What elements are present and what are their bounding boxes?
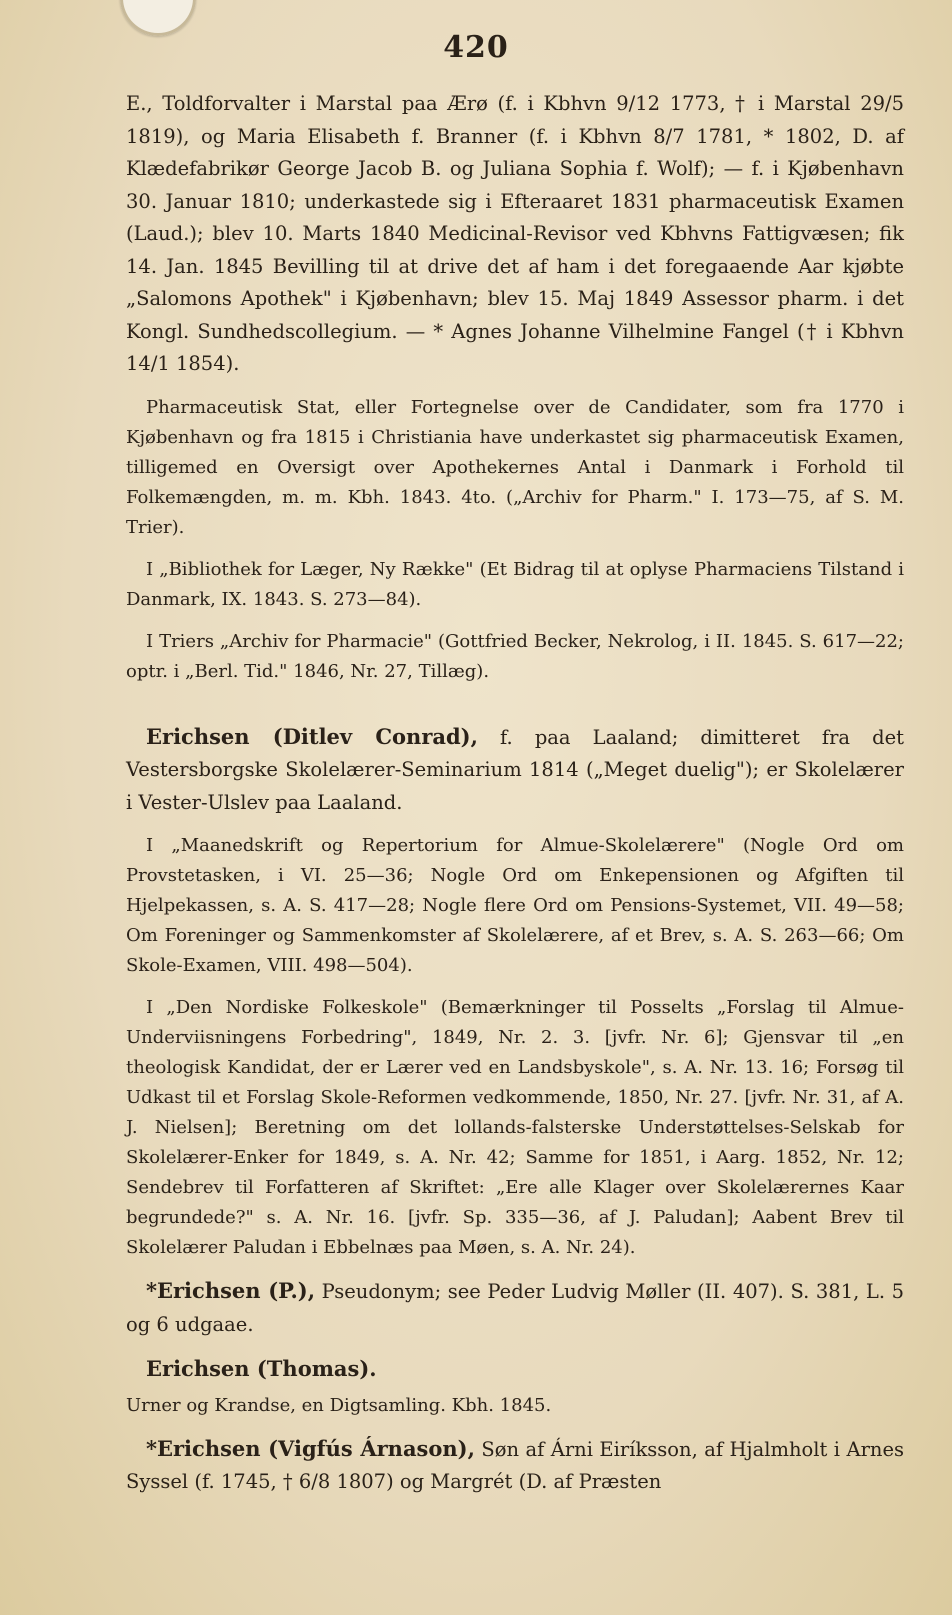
paragraph-text: I Triers „Archiv for Pharmacie" (Gottfried Becker, Nekrolog, i II. 1845. S. 617—22; optr. i „Berl. Tid." 1846, Nr. 27, Tillæg).	[126, 630, 904, 682]
paragraph-urner-og-krandse	[126, 1391, 904, 1421]
entry-erichsen-thomas	[126, 1353, 904, 1387]
entry-erichsen-vigfus	[126, 1433, 904, 1499]
paragraph-maanedskrift	[126, 831, 904, 981]
page-content	[126, 88, 904, 1511]
entry-heading: Erichsen (Thomas).	[146, 1356, 377, 1381]
paragraph-text: I „Maanedskrift og Repertorium for Almue-Skolelærere" (Nogle Ord om Provstetasken, i VI. 25—36; Nogle Ord om Enkepensionen og Afgiften til Hjelpekassen, s. A. S. 417—28; Nogle flere Ord om Pensions-Systemet, VII. 49—58; Om Foreninger og Sammenkomster af Skolelærere, af et Brev, s. A. S. 263—66; Om Skole-Examen, VIII. 498—504).	[126, 835, 904, 976]
paragraph-text: E., Toldforvalter i Marstal paa Ærø (f. i Kbhvn 9/12 1773, † i Marstal 29/5 1819), og Maria Elisabeth f. Branner (f. i Kbhvn 8/7 1781, * 1802, D. af Klædefabrikør George Jacob B. og Juliana Sophia f. Wolf); — f. i Kjøbenhavn 30. Januar 1810; underkastede sig i Efteraaret 1831 pharmaceutisk Examen (Laud.); blev 10. Marts 1840 Medicinal-Revisor ved Kbhvns Fattigvæsen; fik 14. Jan. 1845 Bevilling til at drive det af ham i det foregaaende Aar kjøbte „Salomons Apothek" i Kjøbenhavn; blev 15. Maj 1849 Assessor pharm. i det Kongl. Sundhedscollegium. — * Agnes Johanne Vilhelmine Fangel († i Kbhvn 14/1 1854).	[126, 92, 904, 375]
paragraph-bibliothek	[126, 555, 904, 615]
paragraph-text: I „Bibliothek for Læger, Ny Række" (Et Bidrag til at oplyse Pharmaciens Tilstand i Danmark, IX. 1843. S. 273—84).	[126, 558, 904, 610]
paragraph-text: I „Den Nordiske Folkeskole" (Bemærkninger til Posselts „Forslag til Almue-Underviisningens Forbedring", 1849, Nr. 2. 3. [jvfr. Nr. 6]; Gjensvar til „en theologisk Kandidat, der er Lærer ved en Landsbyskole", s. A. Nr. 13. 16; Forsøg til Udkast til et Forslag Skole-Reformen vedkommende, 1850, Nr. 27. [jvfr. Nr. 31, af A. J. Nielsen]; Beretning om det lollands-falsterske Understøttelses-Selskab for Skolelærer-Enker for 1849, s. A. Nr. 42; Samme for 1851, i Aarg. 1852, Nr. 12; Sendebrev til Forfatteren af Skriftet: „Ere alle Klager over Skolelærernes Kaar begrundede?" s. A. Nr. 16. [jvfr. Sp. 335—36, af J. Paludan]; Aabent Brev til Skolelærer Paludan i Ebbelnæs paa Møen, s. A. Nr. 24).	[126, 997, 904, 1258]
paragraph-text: Urner og Krandse, en Digtsamling. Kbh. 1845.	[126, 1394, 552, 1416]
entry-heading: Erichsen (Ditlev Conrad),	[146, 723, 478, 749]
entry-text: Søn af Árni Eiríksson, af Hjalmholt i Arnes Syssel (f. 1745, † 6/8 1807) og Margrét (D. af Præsten	[126, 1437, 904, 1493]
paragraph-triers-archiv	[126, 627, 904, 687]
entry-text: f. paa Laaland; dimitteret fra det Vestersborgske Skolelærer-Seminarium 1814 („Meget duelig"); er Skolelærer i Vester-Ulslev paa Laaland.	[126, 725, 904, 814]
page-number: 420	[443, 30, 509, 65]
paragraph-pharm-stat	[126, 393, 904, 543]
entry-heading: *Erichsen (Vigfús Árnason),	[146, 1435, 475, 1461]
spacer	[126, 699, 904, 721]
entry-erichsen-p	[126, 1275, 904, 1341]
paragraph-entry-continuation	[126, 88, 904, 381]
entry-heading: *Erichsen (P.),	[146, 1278, 316, 1303]
paragraph-folkeskole	[126, 993, 904, 1263]
paragraph-text: Pharmaceutisk Stat, eller Fortegnelse over de Candidater, som fra 1770 i Kjøbenhavn og fra 1815 i Christiania have underkastet sig pharmaceutisk Examen, tilligemed en Oversigt over Apothekernes Antal i Danmark i Forhold til Folkemængden, m. m. Kbh. 1843. 4to. („Archiv for Pharm." I. 173—75, af S. M. Trier).	[126, 396, 904, 538]
entry-erichsen-ditlev	[126, 721, 904, 820]
entry-text: Pseudonym; see Peder Ludvig Møller (II. 407). S. 381, L. 5 og 6 udgaae.	[126, 1280, 905, 1336]
